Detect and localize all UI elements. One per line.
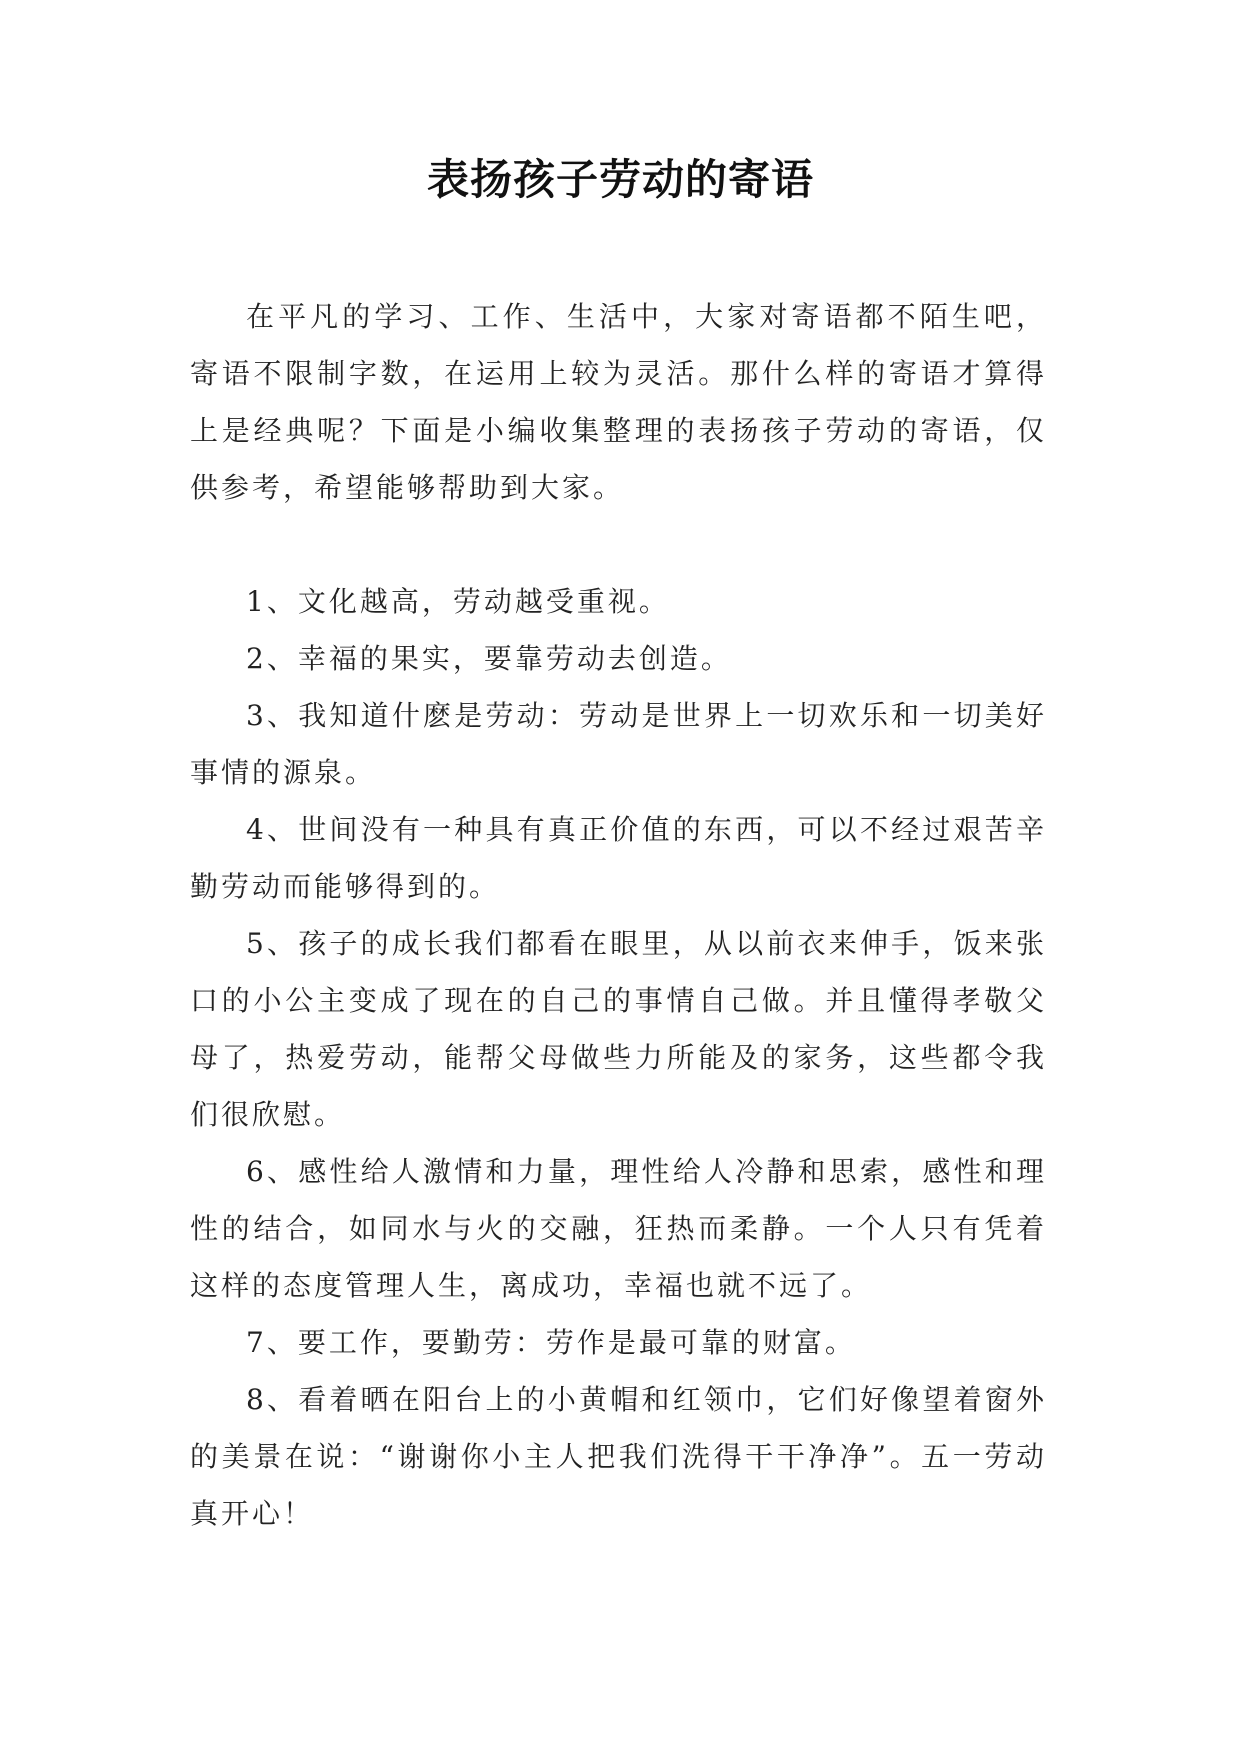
list-item: 3、我知道什麽是劳动：劳动是世界上一切欢乐和一切美好事情的源泉。 [190,699,1047,789]
list-item: 5、孩子的成长我们都看在眼里，从以前衣来伸手，饭来张口的小公主变成了现在的自己的事情自己做。并且懂得孝敬父母了，热爱劳动，能帮父母做些力所能及的家务，这些都令我们很欣慰。 [190,927,1047,1131]
document-body [190,288,1047,1542]
list-item: 4、世间没有一种具有真正价值的东西，可以不经过艰苦辛勤劳动而能够得到的。 [190,813,1047,903]
list-item: 1、文化越高，劳动越受重视。 [246,585,670,618]
list-item: 8、看着晒在阳台上的小黄帽和红领巾，它们好像望着窗外的美景在说：“谢谢你小主人把我们洗得干干净净”。五一劳动真开心！ [190,1383,1047,1530]
document-title: 表扬孩子劳动的寄语 [426,155,814,204]
list-item: 7、要工作，要勤劳：劳作是最可靠的财富。 [246,1326,856,1359]
list-item: 2、幸福的果实，要靠劳动去创造。 [246,642,732,675]
intro-paragraph: 在平凡的学习、工作、生活中，大家对寄语都不陌生吧，寄语不限制字数，在运用上较为灵活。那什么样的寄语才算得上是经典呢？下面是小编收集整理的表扬孩子劳动的寄语，仅供参考，希望能够帮助到大家。 [190,300,1047,504]
list-item: 6、感性给人激情和力量，理性给人冷静和思索，感性和理性的结合，如同水与火的交融，狂热而柔静。一个人只有凭着这样的态度管理人生，离成功，幸福也就不远了。 [190,1155,1047,1302]
